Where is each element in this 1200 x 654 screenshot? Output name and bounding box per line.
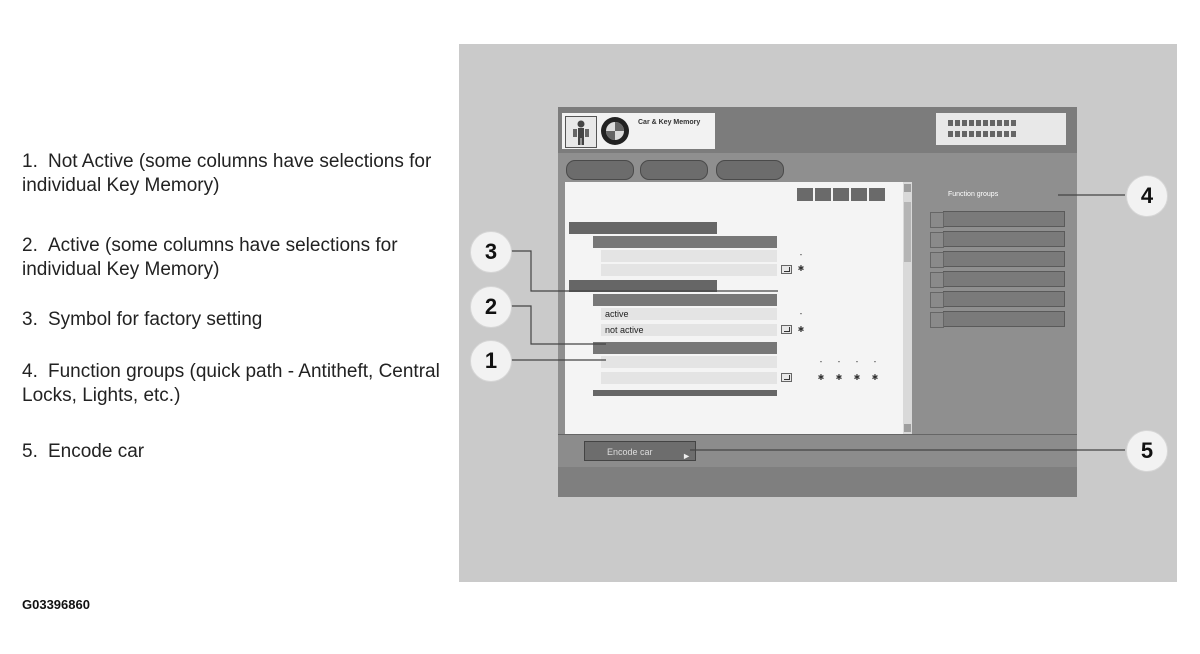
setting-marker: -	[837, 357, 841, 366]
legend-number: 2.	[22, 235, 38, 256]
legend-text: Encode car	[48, 441, 145, 462]
setting-marker: ✱	[871, 373, 879, 382]
legend-number: 1.	[22, 151, 38, 172]
logo-text: Car & Key Memory	[638, 119, 701, 126]
setting-marker: ✱	[817, 373, 825, 382]
leader-line-2	[510, 306, 606, 344]
callout-1: 1	[470, 340, 512, 382]
option-active[interactable]: active	[601, 308, 777, 320]
setting-marker: ✱	[797, 325, 805, 334]
setting-marker: ✱	[797, 264, 805, 273]
figure-id: G03396860	[22, 597, 90, 612]
arrow-right-icon: ►	[682, 451, 691, 461]
callout-4: 4	[1126, 175, 1168, 217]
setting-marker: -	[799, 250, 803, 259]
legend-number: 3.	[22, 309, 38, 330]
legend-number: 5.	[22, 441, 38, 462]
legend-text: Not Active (some columns have selections for individual Key Memory)	[22, 151, 432, 196]
function-groups-title: Function groups	[948, 191, 999, 198]
setting-marker: ✱	[853, 373, 861, 382]
setting-marker: -	[855, 357, 859, 366]
encode-car-label: Encode car	[607, 447, 653, 457]
setting-marker: -	[799, 309, 803, 318]
callout-3: 3	[470, 231, 512, 273]
legend-number: 4.	[22, 361, 38, 382]
legend-text: Active (some columns have selections for individual Key Memory)	[22, 235, 398, 280]
legend-text: Function groups (quick path - Antitheft, Central Locks, Lights, etc.)	[22, 361, 440, 406]
setting-marker: ✱	[835, 373, 843, 382]
callout-2: 2	[470, 286, 512, 328]
callout-5: 5	[1126, 430, 1168, 472]
option-not-active[interactable]: not active	[601, 324, 777, 336]
setting-marker: -	[873, 357, 877, 366]
setting-marker: -	[819, 357, 823, 366]
leader-line-3	[510, 251, 778, 291]
legend-text: Symbol for factory setting	[48, 309, 263, 330]
